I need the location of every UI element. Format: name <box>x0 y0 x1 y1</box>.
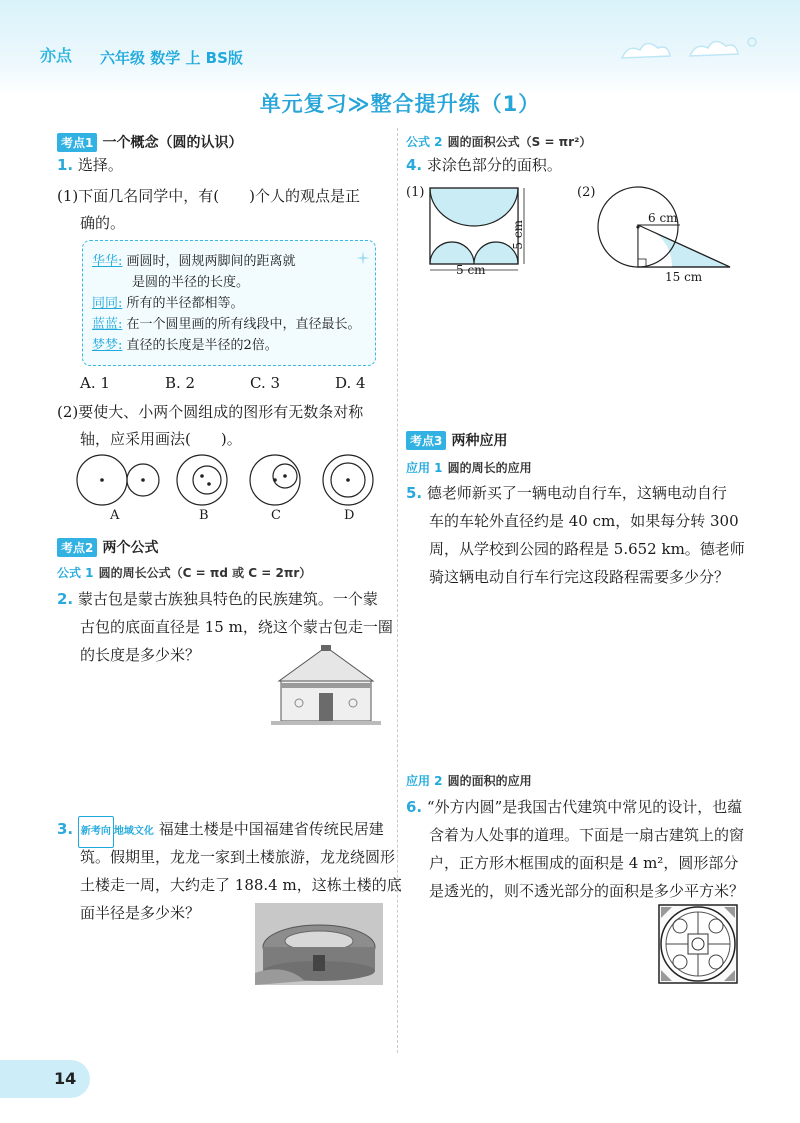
q5-line2: 车的车轮外直径约是 40 cm，如果每分转 300 <box>429 512 739 530</box>
section-k3 <box>406 430 507 450</box>
opinion-row <box>92 272 361 293</box>
opinion-list <box>92 251 361 356</box>
q3-line4: 面半径是多少米？ <box>80 904 201 922</box>
q5-line4: 骑这辆电动自行车行完这段路程需要多少分？ <box>429 568 730 586</box>
q1-part1-line1: (1)下面几名同学中，有( )个人的观点是正 <box>57 187 360 205</box>
cloud-decoration <box>612 30 762 68</box>
fig1-label: (1) <box>406 185 425 200</box>
drawing-c <box>250 455 300 505</box>
application-text: 圆的面积的应用 <box>447 774 532 788</box>
q1-part2-line2: 轴，应采用画法( )。 <box>80 430 242 448</box>
q6-line4: 是透光的，则不透光部分的面积是多少平方米？ <box>429 882 745 900</box>
label-c: C <box>271 508 281 523</box>
label-b: B <box>199 508 209 523</box>
question-number: 6. <box>406 798 423 816</box>
drawing-a <box>77 455 159 505</box>
formula-tag: 公式 2 <box>406 135 443 149</box>
label-d: D <box>344 508 355 523</box>
formula-text: 圆的面积公式（S = πr²） <box>447 135 592 149</box>
formula-1-heading <box>57 562 311 581</box>
section-title: 一个概念（圆的认识） <box>102 135 243 151</box>
section-k1 <box>57 132 242 152</box>
question-number: 3. <box>57 820 74 838</box>
label-a: A <box>110 508 120 523</box>
application-1-heading <box>406 457 532 476</box>
fig1-height-label: 5 cm <box>511 220 525 250</box>
application-tag: 应用 2 <box>406 774 443 788</box>
question-text: 选择。 <box>77 156 123 174</box>
q6-line2: 含着为人处事的道理。下面是一扇古建筑上的窗 <box>429 826 745 844</box>
option-c[interactable]: C. 3 <box>250 374 281 392</box>
grade-label: 六年级 数学 上 BS版 <box>100 49 243 67</box>
fig2-radius-label: 6 cm <box>648 211 678 225</box>
fig2-label: (2) <box>577 185 596 200</box>
topic-tag: 地域文化 <box>113 826 154 837</box>
fig2-diagram <box>594 185 734 279</box>
section-tag: 考点1 <box>57 133 97 152</box>
circle-drawings <box>75 452 375 534</box>
opinion-row <box>92 251 361 272</box>
option-a[interactable]: A. 1 <box>80 374 110 392</box>
q2-line2: 古包的底面直径是 15 m，绕这个蒙古包走一圈 <box>80 618 393 636</box>
q3-line3: 土楼走一周，大约走了 188.4 m，这栋土楼的底 <box>80 876 402 894</box>
question-number: 1. <box>57 156 74 174</box>
section-title: 两种应用 <box>451 433 508 449</box>
question-number: 4. <box>406 156 423 174</box>
q3-line2: 筑。假期里，龙龙一家到土楼旅游，龙龙绕圆形 <box>80 848 396 866</box>
q4-prompt <box>406 150 562 180</box>
formula-text: 圆的周长公式（C = πd 或 C = 2πr） <box>98 566 312 580</box>
window-lattice-image <box>658 904 738 988</box>
question-text: 福建土楼是中国福建省传统民居建 <box>158 820 384 838</box>
q1-options1 <box>80 368 366 398</box>
section-title: 两个公式 <box>102 540 159 556</box>
q2-line3: 的长度是多少米？ <box>80 646 201 664</box>
speaker-name: 蓝蓝: <box>92 317 123 332</box>
q5-line1 <box>406 478 727 508</box>
formula-2-heading <box>406 131 591 150</box>
fig2-base-label: 15 cm <box>665 270 703 284</box>
question-text: “外方内圆”是我国古代建筑中常见的设计，也蕴 <box>426 798 743 816</box>
column-divider <box>397 128 398 1053</box>
option-d[interactable]: D. 4 <box>335 374 366 392</box>
fig1-width-label: 5 cm <box>456 263 486 277</box>
section-k2 <box>57 537 158 557</box>
speaker-name: 同同: <box>92 296 123 311</box>
q6-line1 <box>406 792 742 822</box>
opinion-row <box>92 335 361 356</box>
opinion-text: 所有的半径都相等。 <box>126 296 244 311</box>
opinion-row <box>92 314 361 335</box>
question-number: 2. <box>57 590 74 608</box>
question-text: 求涂色部分的面积。 <box>426 156 562 174</box>
yurt-image <box>271 643 381 729</box>
page-title: 单元复习≫整合提升练（1） <box>259 92 541 116</box>
q1-part1-line2: 确的。 <box>80 214 126 232</box>
page-number: 14 <box>54 1069 77 1088</box>
opinion-text: 在一个圆里画的所有线段中，直径最长。 <box>126 317 361 332</box>
tulou-image <box>255 903 383 989</box>
opinion-text: 画圆时，圆规两脚间的距离就 <box>126 254 296 269</box>
page-number-badge <box>0 1060 90 1098</box>
speaker-name: 华华: <box>92 254 123 269</box>
opinion-text: 直径的长度是半径的2倍。 <box>126 338 278 353</box>
drawing-d <box>323 455 373 505</box>
speaker-name: 梦梦: <box>92 338 123 353</box>
q1-part2-line1: (2)要使大、小两个圆组成的图形有无数条对称 <box>57 403 364 421</box>
application-2-heading <box>406 770 532 789</box>
drawing-b <box>177 455 227 505</box>
application-text: 圆的周长的应用 <box>447 461 532 475</box>
q6-line3: 户，正方形木框围成的面积是 4 m²，圆形部分 <box>429 854 739 872</box>
q2-line1 <box>57 584 378 614</box>
q5-line3: 周，从学校到公园的路程是 5.652 km。德老师 <box>429 540 745 558</box>
section-tag: 考点3 <box>406 431 446 450</box>
question-number: 5. <box>406 484 423 502</box>
formula-tag: 公式 1 <box>57 566 94 580</box>
opinion-row <box>92 293 361 314</box>
option-b[interactable]: B. 2 <box>165 374 196 392</box>
application-tag: 应用 1 <box>406 461 443 475</box>
section-tag: 考点2 <box>57 538 97 557</box>
question-text: 蒙古包是蒙古族独具特色的民族建筑。一个蒙 <box>77 590 378 608</box>
new-trend-tag: 新考向 <box>78 816 114 848</box>
question-text: 德老师新买了一辆电动自行车，这辆电动自行 <box>426 484 727 502</box>
q1-prompt <box>57 150 123 180</box>
opinion-text: 是圆的半径的长度。 <box>132 275 250 290</box>
brand-logo: 亦点 <box>40 46 73 65</box>
